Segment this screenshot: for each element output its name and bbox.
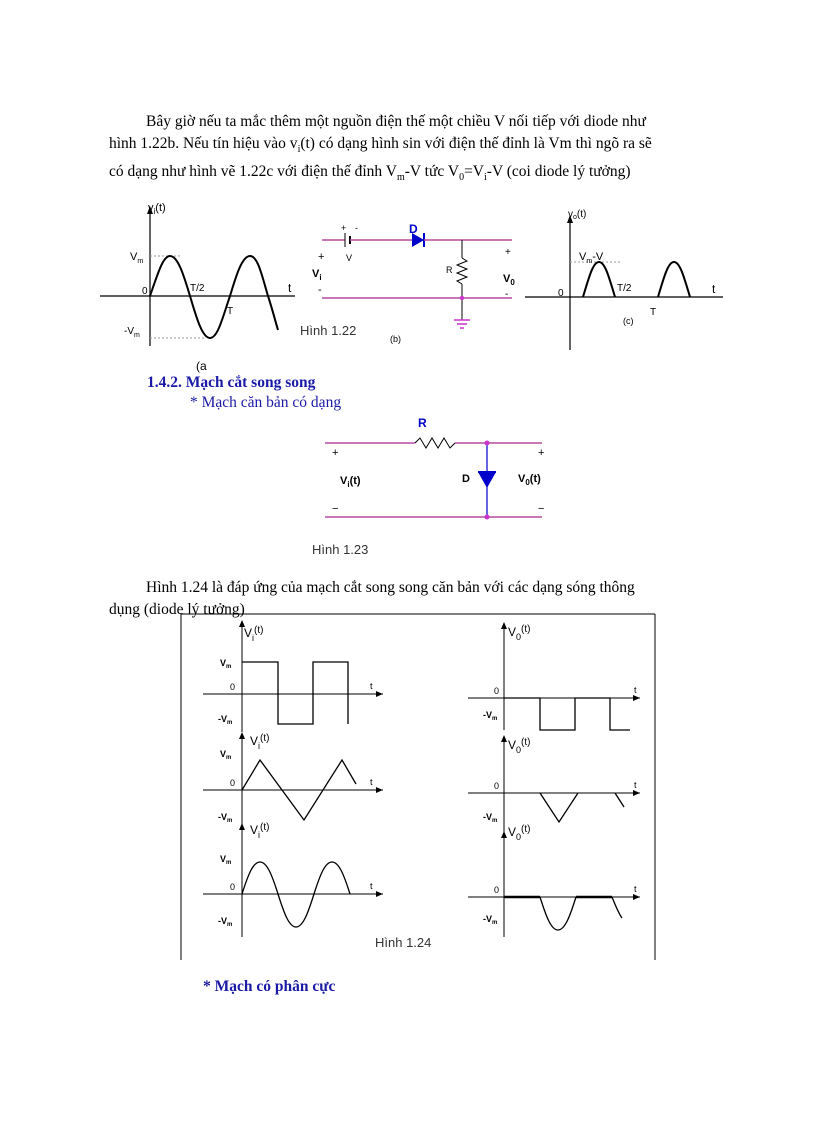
paragraph-2-line-1: Hình 1.24 là đáp ứng của mạch cắt song song căn bản với các dạng sóng thông — [146, 579, 635, 596]
fig122c-T: T — [650, 307, 657, 318]
fig122c-vmv: $V_m-V$ — [579, 251, 604, 265]
fig123-minus-left: − — [332, 503, 339, 515]
fig124-r3-vo-t: t — [634, 884, 637, 894]
fig124-r2-vo-zero: 0 — [494, 781, 500, 791]
resistor-r-icon — [457, 258, 467, 284]
fig124-r3-vo-negvm: $-V_m$ — [483, 914, 498, 926]
fig124-r3-negvm: $-V_m$ — [218, 916, 233, 928]
fig123-R: R — [418, 416, 427, 430]
paragraph-2-line-2: dụng (diode lý tưởng) — [109, 601, 245, 618]
fig124-r1-zero: 0 — [230, 682, 236, 692]
paragraph-1 — [109, 111, 719, 189]
figure-1-22c — [525, 205, 730, 355]
fig122b-plus-right: + — [505, 247, 511, 258]
fig124-r3-vi: $V_i^{(t)}$ — [250, 822, 270, 840]
fig123-caption: Hình 1.23 — [312, 542, 369, 557]
diode-d-icon — [478, 472, 496, 488]
fig124-r2-vi: $V_i^{(t)}$ — [250, 733, 270, 751]
paragraph-1-line-2: hình 1.22b. Nếu tín hiệu vào $v_i(t)$ có dạng hình sin với điện thế đỉnh là Vm thì ngõ ra sẽ — [109, 135, 652, 156]
fig124-r2-vm: $V_m$ — [220, 749, 232, 761]
fig122b-D: D — [409, 222, 418, 236]
fig124-r1-vo: $V_0^{(t)}$ — [508, 624, 531, 642]
fig122a-zero: 0 — [142, 286, 148, 297]
fig124-r2-negvm: $-V_m$ — [218, 812, 233, 824]
fig122-caption: Hình 1.22 — [300, 323, 357, 338]
fig122b-R: R — [446, 265, 453, 275]
fig122b-batt-minus: - — [355, 223, 358, 233]
fig122b-V: V — [346, 253, 353, 263]
fig123-vo: $V_0(t)$ — [518, 473, 541, 487]
fig122c-ylabel: $v_o(t)$ — [568, 209, 587, 221]
fig122a-label: (a — [196, 359, 207, 373]
fig124-r3-vo-zero: 0 — [494, 885, 500, 895]
fig123-plus-right: + — [538, 447, 545, 459]
fig122a-T: T — [227, 306, 234, 317]
paragraph-1-line-3: có dạng như hình vẽ 1.22c với điện thế đỉnh $V_m-V$ tức $V_0=V_i-V$ (coi diode lý tưởng) — [109, 163, 631, 184]
fig123-D: D — [462, 473, 470, 485]
fig124-r2-t: t — [370, 777, 373, 787]
fig122c-t: t — [712, 282, 716, 296]
fig124-r1-vo-negvm: $-V_m$ — [483, 710, 498, 722]
fig124-r3-vm: $V_m$ — [220, 854, 232, 866]
fig124-r1-negvm: $-V_m$ — [218, 714, 233, 726]
fig122a-vm: $V_m$ — [130, 251, 144, 265]
fig123-minus-right: − — [538, 503, 545, 515]
fig123-plus-left: + — [332, 447, 339, 459]
fig124-r1-vm: $V_m$ — [220, 658, 232, 670]
fig122b-minus-right: - — [505, 289, 509, 300]
paragraph-1-line-1: Bây giờ nếu ta mắc thêm một nguồn điện thế một chiều V nối tiếp với diode như — [146, 113, 646, 130]
fig124-caption: Hình 1.24 — [375, 935, 432, 950]
footer-heading: * Mạch có phân cực — [203, 978, 336, 995]
fig124-r2-vo: $V_0^{(t)}$ — [508, 737, 531, 755]
fig122b-label: (b) — [390, 334, 401, 344]
section-subheading: * Mạch căn bản có dạng — [190, 394, 342, 411]
fig122a-ylabel: $v_i(t)$ — [148, 202, 166, 216]
fig124-r2-zero: 0 — [230, 778, 236, 788]
fig123-vi: $V_i(t)$ — [340, 475, 361, 489]
resistor-r-icon — [415, 438, 455, 448]
fig124-r2-vo-negvm: $-V_m$ — [483, 812, 498, 824]
fig122b-vo: $V_0$ — [503, 273, 515, 287]
ground-icon — [454, 320, 470, 328]
fig124-r3-zero: 0 — [230, 882, 236, 892]
fig122a-t: t — [288, 281, 292, 295]
fig122a-t2: T/2 — [190, 283, 205, 294]
figure-1-22a — [100, 198, 300, 373]
fig122c-zero: 0 — [558, 288, 564, 299]
section-heading: 1.4.2. Mạch cắt song song — [147, 374, 316, 391]
fig124-r1-vo-zero: 0 — [494, 686, 500, 696]
figure-1-24 — [178, 612, 658, 962]
fig122c-t2: T/2 — [617, 283, 632, 294]
fig124-r1-vo-t: t — [634, 685, 637, 695]
fig124-r3-t: t — [370, 881, 373, 891]
fig122a-negvm: $-V_m$ — [124, 326, 140, 339]
fig122b-plus-left: + — [318, 251, 325, 263]
figure-1-22b — [300, 220, 525, 350]
fig122b-vi: $V_i$ — [312, 268, 322, 282]
fig122b-batt-plus: + — [341, 223, 347, 233]
fig122c-label: (c) — [623, 316, 634, 326]
fig124-r1-vi: $V_i^{(t)}$ — [244, 625, 264, 643]
fig124-r3-vo: $V_0^{(t)}$ — [508, 824, 531, 842]
figure-1-23 — [312, 412, 560, 562]
fig124-r2-vo-t: t — [634, 780, 637, 790]
fig124-r1-t: t — [370, 681, 373, 691]
fig122b-minus-left: - — [318, 284, 322, 296]
